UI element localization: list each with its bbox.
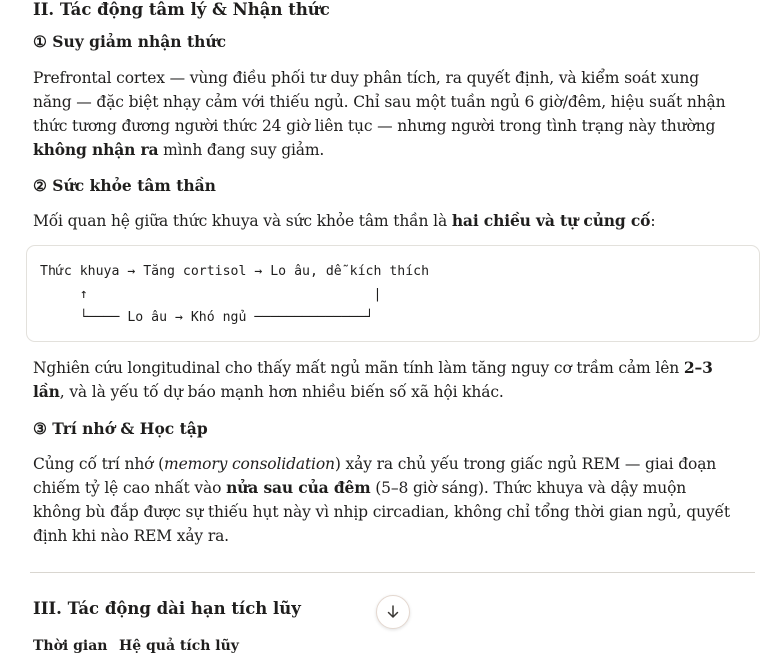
table-header-time: Thời gian [33,638,108,654]
paragraph-text-end: mình đang suy giảm. [158,141,325,159]
code-block-text: Thức khuya → Tăng cortisol → Lo âu, dễ kích thích ↑ | └──── Lo âu → Khó ngủ ──────────────┘ [40,264,430,325]
paragraph-italic: memory consolidation [164,455,335,473]
paragraph-depression-research [33,356,733,404]
code-block[interactable] [26,245,760,342]
paragraph-text: Nghiên cứu longitudinal cho thấy mất ngủ mãn tính làm tăng nguy cơ trầm cảm lên [33,359,684,377]
paragraph-text: Củng cố trí nhớ ( [33,455,165,473]
paragraph-bold: nửa sau của đêm [226,478,371,497]
arrow-down-icon [385,604,401,620]
paragraph-cognition [33,66,733,162]
paragraph-text: Mối quan hệ giữa thức khuya và sức khỏe tâm thần là [33,212,452,230]
paragraph-bold: hai chiều và tự củng cố [451,211,651,230]
paragraph-bold: không nhận ra [33,140,159,159]
scroll-to-bottom-button[interactable] [376,595,410,629]
subsection-title-cognition: ① Suy giảm nhận thức [33,32,227,51]
paragraph-memory [33,452,733,548]
table-header-row [33,638,239,654]
section-title-long-term: III. Tác động dài hạn tích lũy [33,599,301,618]
paragraph-text-end: , và là yếu tố dự báo mạnh hơn nhiều biến số xã hội khác. [59,383,504,401]
section-divider [30,572,755,573]
paragraph-text-end: (5–8 giờ sáng). Thức khuya và dậy muộn không bù đắp được sự thiếu hụt này vì nhịp circadian, không chỉ tổng thời gian ngủ, quyết định khi nào REM xảy ra. [33,479,730,545]
table-header-consequence: Hệ quả tích lũy [119,638,239,654]
paragraph-text-end: : [650,212,656,230]
subsection-title-memory: ③ Trí nhớ & Học tập [33,419,208,438]
paragraph-bold: 2–3 lần [33,358,713,401]
paragraph-mental-health [33,209,733,233]
subsection-title-mental-health: ② Sức khỏe tâm thần [33,176,216,195]
paragraph-text-mid: ) xảy ra chủ yếu trong giấc ngủ REM — giai đoạn chiếm tỷ lệ cao nhất vào [33,455,717,497]
section-title: II. Tác động tâm lý & Nhận thức [33,0,330,19]
paragraph-text: Prefrontal cortex — vùng điều phối tư duy phân tích, ra quyết định, và kiểm soát xung năng — đặc biệt nhạy cảm với thiếu ngủ. Chỉ sau một tuần ngủ 6 giờ/đêm, hiệu suất nhận thức tương đương người thức 24 giờ liên tục — nhưng người trong tình trạng này thường [33,69,726,135]
